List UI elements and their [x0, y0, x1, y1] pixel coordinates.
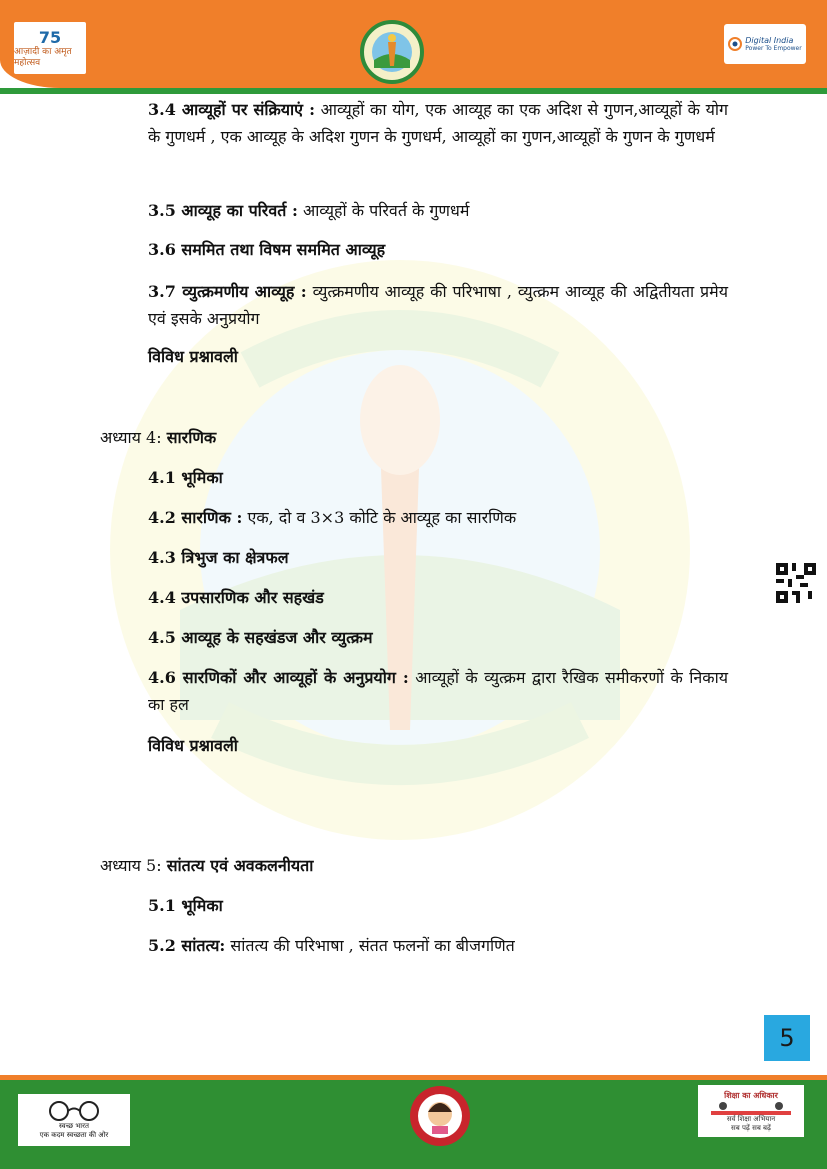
- qr-code-icon[interactable]: [776, 563, 816, 603]
- chapter-5-title: [100, 854, 313, 878]
- chapter-4-name: सारणिक: [166, 428, 217, 447]
- rte-title: शिक्षा का अधिकार: [724, 1090, 778, 1100]
- swachh-bharat-logo: [18, 1094, 130, 1146]
- digital-india-icon: [728, 37, 742, 51]
- children-reading-icon: [711, 1101, 791, 1115]
- section-3-6-heading: 3.6 सममित तथा विषम सममित आव्यूह: [148, 240, 386, 259]
- ssa-sub: सब पढ़ें सब बढ़ें: [731, 1123, 771, 1132]
- section-3-5-text: आव्यूहों के परिवर्त के गुणधर्म: [302, 201, 470, 220]
- ssa-title: सर्व शिक्षा अभियान: [726, 1114, 776, 1123]
- section-3-4-heading: 3.4 आव्यूहों पर संक्रियाएं :: [148, 100, 316, 119]
- section-4-2-heading: 4.2 सारणिक :: [148, 508, 243, 527]
- section-3-5-heading: 3.5 आव्यूह का परिवर्त :: [148, 201, 298, 220]
- section-3-7: [148, 278, 728, 332]
- school-board-emblem-icon: [360, 20, 424, 84]
- section-4-6-heading: 4.6 सारणिकों और आव्यूहों के अनुप्रयोग :: [148, 668, 409, 687]
- section-3-5: [148, 199, 469, 223]
- section-4-2: [148, 506, 516, 530]
- swachh-bharat-tagline: एक कदम स्वच्छता की ओर: [39, 1131, 109, 1139]
- chapter-4-label: अध्याय 4:: [100, 428, 162, 447]
- digital-india-tagline: Power To Empower: [745, 45, 802, 53]
- section-5-2: [148, 934, 515, 958]
- section-4-3: 4.3 त्रिभुज का क्षेत्रफल: [148, 548, 289, 567]
- beti-bachao-logo: [408, 1080, 472, 1150]
- spectacles-icon: [39, 1100, 109, 1122]
- misc-exercise-4: विविध प्रश्नावली: [148, 736, 238, 755]
- girl-emblem-icon: [408, 1080, 472, 1150]
- chapter-5-name: सांतत्य एवं अवकलनीयता: [166, 856, 314, 875]
- section-5-2-heading: 5.2 सांतत्य:: [148, 936, 226, 955]
- swachh-bharat-title: स्वच्छ भारत: [59, 1122, 89, 1130]
- shiksha-ka-adhikar-logo: [698, 1085, 804, 1137]
- section-4-1: 4.1 भूमिका: [148, 468, 223, 487]
- section-4-6: [148, 664, 728, 718]
- section-3-4-text: आव्यूहों का योग, एक आव्यूह का एक अदिश से गुणन,आव्यूहों के योग के गुणधर्म , एक आव्यूह के अदिश गुणन के गुणधर्म, आव्यूहों का गुणन,आव्यूहों के गुणन के गुणधर्म: [148, 100, 729, 147]
- section-5-1: 5.1 भूमिका: [148, 896, 223, 915]
- azadi-logo-number: 75: [38, 27, 62, 47]
- section-3-4: [148, 96, 728, 150]
- section-5-2-text: सांतत्य की परिभाषा , संतत फलनों का बीजगणित: [230, 936, 515, 955]
- digital-india-logo: [724, 24, 806, 64]
- chapter-4-title: [100, 426, 216, 450]
- azadi-amrit-mahotsav-logo: [14, 22, 86, 74]
- azadi-logo-text: आज़ादी का अमृत महोत्सव: [14, 46, 72, 68]
- misc-exercise-3: विविध प्रश्नावली: [148, 347, 238, 366]
- header-stripe: [0, 88, 827, 94]
- section-4-2-text: एक, दो व 3×3 कोटि के आव्यूह का सारणिक: [247, 508, 517, 527]
- page-number: 5: [764, 1015, 810, 1061]
- section-4-6-text: आव्यूहों के व्युत्क्रम द्वारा रैखिक समीकरणों के निकाय का हल: [148, 668, 729, 715]
- section-4-5: 4.5 आव्यूह के सहखंडज और व्युत्क्रम: [148, 628, 373, 647]
- section-3-7-heading: 3.7 व्युत्क्रमणीय आव्यूह :: [148, 282, 307, 301]
- digital-india-title: Digital India: [745, 35, 794, 45]
- section-4-4: 4.4 उपसारणिक और सहखंड: [148, 588, 324, 607]
- chapter-5-label: अध्याय 5:: [100, 856, 162, 875]
- section-3-7-text: व्युत्क्रमणीय आव्यूह की परिभाषा , व्युत्क्रम आव्यूह की अद्वितीयता प्रमेय एवं इसके अनुप्रयोग: [148, 282, 728, 329]
